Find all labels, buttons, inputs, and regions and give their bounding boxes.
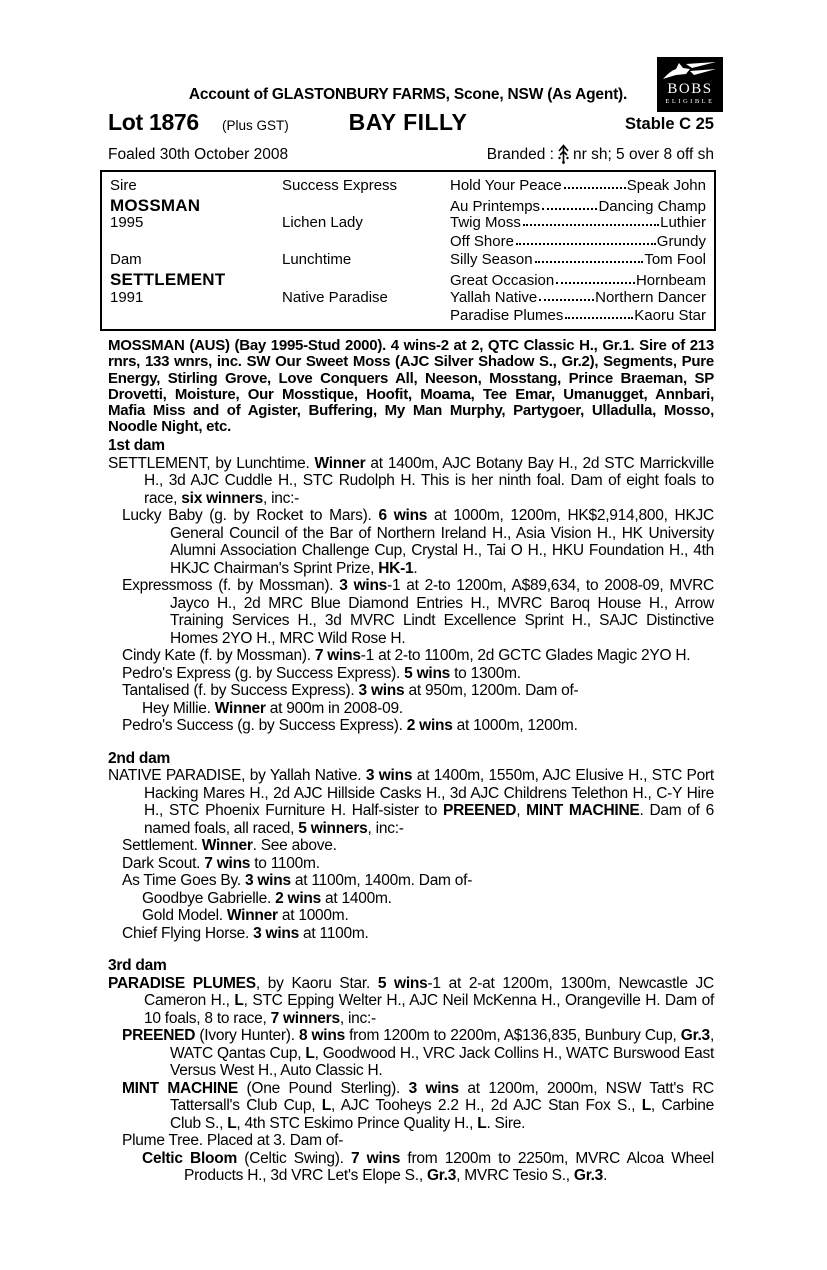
pedigree-ancestor-pair bbox=[450, 289, 706, 306]
plain-text: at 1400m, AJC Botany Bay H., 2d STC Marrickville H., 3d AJC Cuddle H., STC Rudolph H. This is her ninth foal. Dam of eight foals to race, bbox=[144, 454, 715, 507]
bold-text: Celtic Bloom bbox=[142, 1149, 237, 1167]
bold-text: L bbox=[227, 1114, 237, 1132]
plain-text: at 900m in 2008-09. bbox=[265, 699, 403, 717]
plain-text: Tantalised (f. by Success Express). bbox=[122, 682, 359, 699]
lot-number: Lot 1876 bbox=[108, 109, 199, 135]
pedigree-table bbox=[100, 170, 716, 331]
pedigree-row bbox=[110, 270, 706, 289]
bobs-title: BOBS bbox=[667, 81, 713, 97]
pedigree-paragraph bbox=[108, 975, 714, 1028]
bold-text: 2 wins bbox=[406, 717, 453, 734]
bold-text: L bbox=[321, 1097, 332, 1114]
bold-text: six winners bbox=[181, 489, 263, 507]
plain-text: at 1000m. bbox=[277, 907, 349, 924]
bold-text: 3 wins bbox=[253, 924, 299, 942]
pedigree-grandparent: Paradise Plumes bbox=[450, 307, 564, 325]
pedigree-paragraph bbox=[108, 1027, 714, 1080]
gst-note: (Plus GST) bbox=[222, 118, 289, 133]
bold-text: Winner bbox=[314, 454, 366, 472]
bold-text: 2 wins bbox=[275, 889, 321, 907]
pedigree-paragraph bbox=[108, 767, 714, 837]
plain-text: -1 at 2-at 1200m, 1300m, Newcastle JC Cameron H., bbox=[144, 974, 714, 1009]
bold-text: L bbox=[477, 1114, 487, 1132]
plain-text: from 1200m to 2200m, A$136,835, Bunbury Cup, bbox=[344, 1027, 681, 1044]
plain-text: , inc:- bbox=[262, 489, 300, 507]
branded-label: Branded : bbox=[486, 146, 554, 163]
pedigree-ancestor: Hornbeam bbox=[635, 271, 706, 289]
bold-text: 5 wins bbox=[404, 664, 451, 682]
plain-text: (One Pound Sterling). bbox=[237, 1079, 409, 1097]
brand-symbol-icon bbox=[557, 143, 570, 164]
pedigree-relation-label: Sire bbox=[110, 177, 137, 194]
bold-text: 3 wins bbox=[244, 872, 291, 889]
plain-text: Dark Scout. bbox=[122, 854, 205, 872]
pedigree-paragraph bbox=[108, 1132, 714, 1150]
leader-dots bbox=[516, 243, 656, 245]
bold-text: Winner bbox=[214, 699, 266, 717]
plain-text: at 1000m, 1200m, HK$2,914,800, HKJC General Council of the Bar of Northern Ireland H., Asia Vision H., HK University Alumni Association Challenge Cup, Crystal H., Tai O H., HKU Foundation H., 4th HKJC Chairman's Sprint Prize, bbox=[170, 507, 714, 577]
leader-dots bbox=[565, 317, 633, 319]
pedigree-ancestor: Kaoru Star bbox=[634, 307, 706, 325]
section-heading: 2nd dam bbox=[108, 749, 170, 767]
pedigree-row bbox=[110, 177, 706, 196]
plain-text: . bbox=[413, 559, 418, 577]
pedigree-parent: Success Express bbox=[282, 177, 398, 194]
pedigree-paragraph bbox=[108, 872, 714, 890]
plain-text: Pedro's Success (g. by Success Express). bbox=[122, 717, 407, 734]
stable-number: Stable C 25 bbox=[625, 115, 714, 133]
pedigree-paragraph bbox=[108, 907, 714, 925]
horse-icon bbox=[662, 61, 718, 81]
pedigree-grandparent: Twig Moss bbox=[450, 214, 521, 232]
pedigree-ancestor-pair bbox=[450, 198, 706, 215]
bold-text: 5 wins bbox=[377, 974, 428, 992]
plain-text: Chief Flying Horse. bbox=[122, 924, 254, 942]
plain-text: (Celtic Swing). bbox=[236, 1149, 351, 1167]
plain-text: to 1300m. bbox=[450, 664, 521, 682]
bold-text: 8 wins bbox=[298, 1027, 345, 1044]
plain-text: , bbox=[516, 802, 527, 819]
plain-text: Lucky Baby (g. by Rocket to Mars). bbox=[122, 507, 379, 524]
plain-text: As Time Goes By. bbox=[122, 872, 245, 889]
plain-text: Cindy Kate (f. by Mossman). bbox=[122, 647, 315, 664]
bold-text: HK-1 bbox=[378, 559, 414, 577]
plain-text: Settlement. bbox=[122, 837, 202, 854]
plain-text: , AJC Tooheys 2.2 H., 2d AJC Stan Fox S., bbox=[331, 1097, 642, 1114]
plain-text: to 1100m. bbox=[250, 854, 320, 872]
plain-text: . See above. bbox=[252, 837, 337, 854]
plain-text: Hey Millie. bbox=[142, 699, 215, 717]
pedigree-grandparent: Great Occasion bbox=[450, 271, 555, 289]
pedigree-paragraph bbox=[108, 455, 714, 508]
pedigree-paragraph bbox=[108, 837, 714, 855]
section-heading: 1st dam bbox=[108, 437, 165, 454]
pedigree-ancestor: Northern Dancer bbox=[595, 288, 706, 306]
pedigree-paragraph bbox=[108, 507, 714, 577]
account-line: Account of GLASTONBURY FARMS, Scone, NSW (As Agent). bbox=[188, 86, 628, 103]
pedigree-row bbox=[110, 214, 706, 233]
pedigree-ancestor-pair bbox=[450, 251, 706, 268]
pedigree-ancestor-pair bbox=[450, 272, 706, 289]
pedigree-row bbox=[110, 251, 706, 270]
plain-text: , 4th STC Eskimo Prince Quality H., bbox=[236, 1114, 478, 1132]
plain-text: , Carbine Club S., bbox=[170, 1097, 714, 1132]
bold-text: MINT MACHINE bbox=[122, 1079, 238, 1097]
plain-text: SETTLEMENT, by Lunchtime. bbox=[108, 454, 315, 472]
leader-dots bbox=[556, 282, 635, 284]
plain-text: , MVRC Tesio S., bbox=[456, 1167, 574, 1184]
bold-text: Winner bbox=[201, 837, 253, 854]
bold-text: 3 wins bbox=[365, 767, 413, 784]
bold-text: MOSSMAN (AUS) (Bay 1995-Stud 2000). 4 wins-2 at 2, QTC Classic H., Gr.1. Sire of 213 rnrs, 133 wnrs, inc. SW Our Sweet Moss (AJC Silver Shadow S., Gr.2), Segments, Pure Energy, Stirling Grove, Love Conquers All, Neeson, Mosstang, Prince Braeman, SP Drovetti, Moisture, Our Mosstique, Hoofit, Moama, Tee Emar, Umanugget, Annbari, Mafia Miss and of Agister, Buffering, My Man Murphy, Partygoer, Ulladulla, Mosso, Noodle Night, etc. bbox=[108, 337, 714, 436]
pedigree-ancestor-pair bbox=[450, 214, 706, 231]
bold-text: 7 wins bbox=[351, 1149, 401, 1167]
plain-text: . Sire. bbox=[486, 1114, 526, 1132]
bold-text: Gr.3 bbox=[680, 1027, 710, 1044]
pedigree-paragraph bbox=[108, 890, 714, 908]
bold-text: Gr.3 bbox=[426, 1167, 457, 1184]
pedigree-grandparent: Yallah Native bbox=[450, 288, 538, 306]
bold-text: 3 wins bbox=[408, 1079, 459, 1097]
pedigree-paragraph bbox=[108, 700, 714, 718]
plain-text: , WATC Qantas Cup, bbox=[170, 1027, 714, 1062]
leader-dots bbox=[539, 299, 594, 301]
bold-text: 7 winners bbox=[270, 1009, 340, 1027]
leader-dots bbox=[523, 224, 659, 226]
pedigree-grandparent: Hold Your Peace bbox=[450, 177, 562, 194]
pedigree-ancestor-pair bbox=[450, 307, 706, 324]
pedigree-paragraph bbox=[108, 1150, 714, 1185]
bold-text: MINT MACHINE bbox=[526, 802, 640, 819]
bobs-subtitle: ELIGIBLE bbox=[665, 98, 715, 105]
plain-text: at 1100m, 1400m. Dam of- bbox=[290, 872, 473, 889]
pedigree-ancestor: Speak John bbox=[626, 177, 706, 194]
plain-text: from 1200m to 2250m, MVRC Alcoa Wheel Products H., 3d VRC Let's Elope S., bbox=[184, 1149, 714, 1184]
section-heading: 3rd dam bbox=[108, 957, 167, 974]
plain-text: at 950m, 1200m. Dam of- bbox=[404, 682, 579, 699]
plain-text: , by Kaoru Star. bbox=[255, 974, 378, 992]
pedigree-parent: Lichen Lady bbox=[282, 214, 363, 232]
pedigree-ancestor: Luthier bbox=[660, 214, 706, 232]
plain-text: -1 at 2-to 1100m, 2d GCTC Glades Magic 2YO H. bbox=[360, 647, 691, 664]
pedigree-parent: Native Paradise bbox=[282, 288, 388, 306]
plain-text: at 1100m. bbox=[299, 924, 369, 942]
lot-row bbox=[100, 106, 716, 136]
pedigree-grandparent: Silly Season bbox=[450, 251, 533, 269]
pedigree-ancestor-pair bbox=[450, 233, 706, 250]
pedigree-paragraph bbox=[108, 855, 714, 873]
plain-text: (Ivory Hunter). bbox=[195, 1027, 299, 1044]
plain-text: at 1400m. bbox=[321, 889, 392, 907]
pedigree-ancestor: Grundy bbox=[656, 232, 706, 250]
bold-text: 3 wins bbox=[339, 577, 388, 594]
pedigree-row bbox=[110, 196, 706, 215]
plain-text: -1 at 2-to 1200m, A$89,634, to 2008-09, MVRC Jayco H., 2d MRC Blue Diamond Entries H., MVRC Baroq House H., Arrow Training Services H., 3d MVRC Lindt Excellence Sprint H., SAJC Distinctive Homes 2YO H., MRC Wild Rose H. bbox=[170, 577, 715, 647]
pedigree-relation-label: 1991 bbox=[110, 288, 144, 306]
bold-text: Gr.3 bbox=[573, 1167, 604, 1184]
pedigree-paragraph bbox=[108, 1080, 714, 1133]
bold-text: L bbox=[641, 1097, 651, 1114]
pedigree-paragraph bbox=[108, 925, 714, 943]
pedigree-horse-name: MOSSMAN bbox=[110, 195, 201, 215]
pedigree-paragraph bbox=[108, 577, 714, 647]
pedigree-paragraph bbox=[108, 717, 714, 735]
pedigree-paragraph bbox=[108, 682, 714, 700]
plain-text: Goodbye Gabrielle. bbox=[142, 889, 276, 907]
bold-text: Winner bbox=[226, 907, 278, 924]
bold-text: 7 wins bbox=[204, 854, 251, 872]
pedigree-ancestor: Tom Fool bbox=[644, 251, 706, 269]
bold-text: PARADISE PLUMES bbox=[108, 974, 256, 992]
pedigree-grandparent: Off Shore bbox=[450, 232, 514, 250]
pedigree-relation-label: 1995 bbox=[110, 214, 144, 232]
pedigree-row bbox=[110, 289, 706, 308]
plain-text: Pedro's Express (g. by Success Express). bbox=[122, 664, 405, 682]
dam-sections bbox=[100, 437, 716, 1185]
pedigree-paragraph bbox=[108, 647, 714, 665]
pedigree-row bbox=[110, 307, 706, 326]
pedigree-parent: Lunchtime bbox=[282, 251, 352, 269]
plain-text: , STC Epping Welter H., AJC Neil McKenna H., Orangeville H. Dam of 10 foals, 8 to race, bbox=[144, 992, 715, 1027]
branded-info bbox=[487, 143, 714, 164]
plain-text: at 1400m, 1550m, AJC Elusive H., STC Port Hacking Mares H., 2d AJC Hillside Casks H., 3d AJC Childrens Telethon H., C-Y Hire H., STC Phoenix Furniture H. Half-sister to bbox=[144, 767, 714, 819]
pedigree-grandparent: Au Printemps bbox=[450, 197, 541, 215]
pedigree-relation-label: Dam bbox=[110, 251, 142, 269]
pedigree-paragraph bbox=[108, 665, 714, 683]
horse-title: BAY FILLY bbox=[348, 109, 468, 135]
bold-text: 6 wins bbox=[378, 507, 428, 524]
plain-text: , Goodwood H., VRC Jack Collins H., WATC Burswood East Versus West H., Auto Classic H. bbox=[170, 1044, 714, 1079]
leader-dots bbox=[542, 208, 597, 210]
plain-text: Plume Tree. Placed at 3. Dam of- bbox=[122, 1132, 344, 1149]
plain-text: . Dam of 6 named foals, all raced, bbox=[144, 802, 714, 837]
foaled-date: Foaled 30th October 2008 bbox=[108, 146, 289, 163]
bold-text: 3 wins bbox=[358, 682, 405, 699]
plain-text: at 1200m, 2000m, NSW Tatt's RC Tattersall's Club Cup, bbox=[170, 1079, 714, 1114]
plain-text: Gold Model. bbox=[142, 907, 227, 924]
plain-text: , inc:- bbox=[367, 819, 404, 837]
pedigree-ancestor-pair bbox=[450, 177, 706, 194]
pedigree-horse-name: SETTLEMENT bbox=[110, 269, 226, 289]
bold-text: PREENED bbox=[122, 1027, 196, 1044]
leader-dots bbox=[535, 261, 644, 263]
plain-text: NATIVE PARADISE, by Yallah Native. bbox=[108, 767, 366, 784]
bold-text: 5 winners bbox=[298, 819, 368, 837]
leader-dots bbox=[564, 187, 626, 189]
foaled-row bbox=[100, 142, 716, 164]
plain-text: at 1000m, 1200m. bbox=[452, 717, 578, 734]
bold-text: L bbox=[234, 992, 244, 1009]
pedigree-row bbox=[110, 233, 706, 252]
pedigree-ancestor: Dancing Champ bbox=[598, 197, 706, 215]
plain-text: Expressmoss (f. by Mossman). bbox=[122, 577, 340, 594]
branded-description: nr sh; 5 over 8 off sh bbox=[572, 146, 714, 163]
plain-text: . bbox=[603, 1167, 608, 1184]
plain-text: , inc:- bbox=[339, 1009, 376, 1027]
bold-text: PREENED bbox=[443, 802, 517, 819]
sire-summary bbox=[100, 338, 716, 436]
bold-text: L bbox=[305, 1044, 315, 1062]
bold-text: 7 wins bbox=[314, 647, 361, 664]
